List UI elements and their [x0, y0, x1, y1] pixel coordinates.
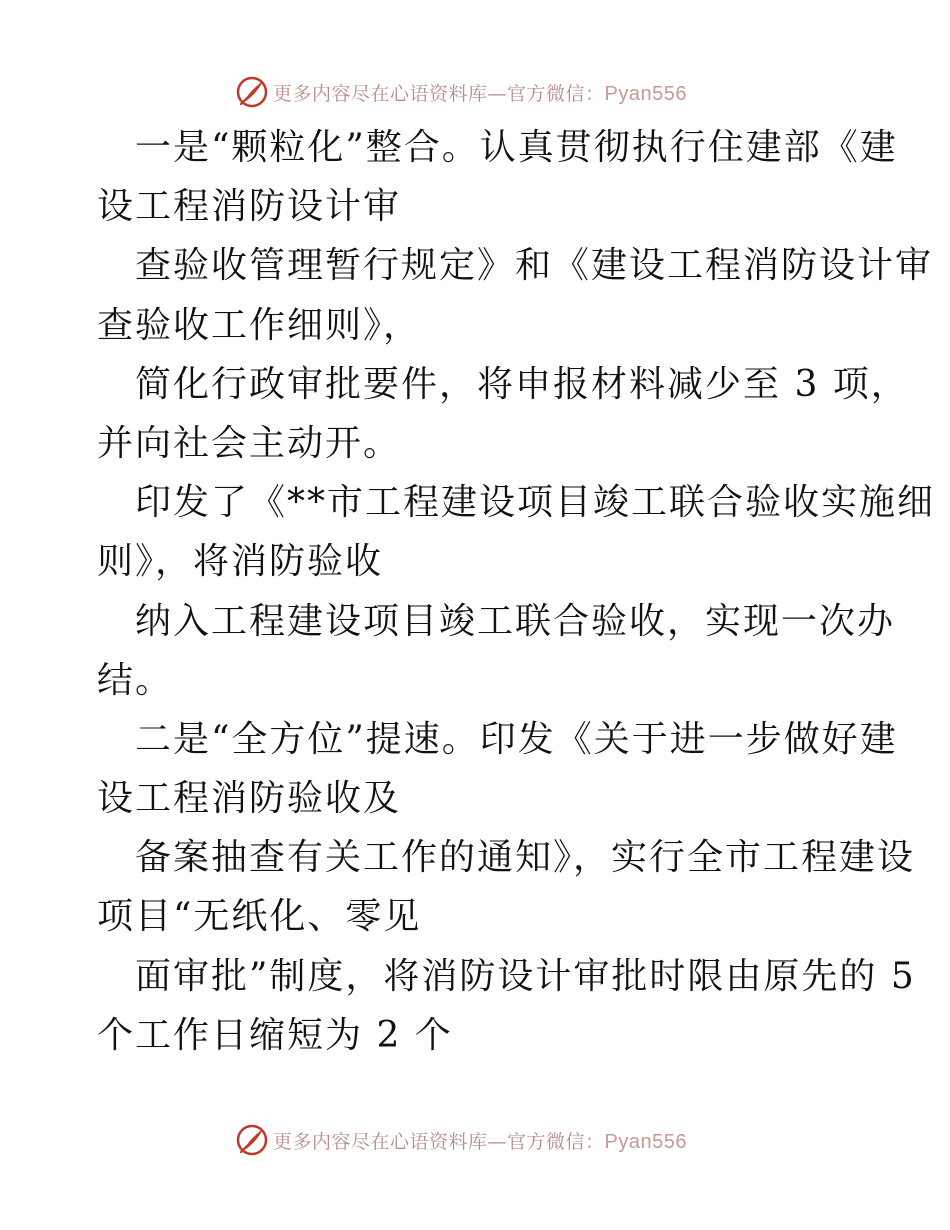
watermark-wechat-id: Pyan556 [604, 1130, 687, 1153]
feather-pen-logo-icon [235, 1123, 269, 1157]
body-line: 纳入工程建设项目竣工联合验收，实现一次办 [135, 600, 896, 642]
body-line: 设工程消防设计审 [97, 186, 402, 228]
document-body [97, 118, 936, 1065]
body-line: 查验收管理暂行规定》和《建设工程消防设计审 [135, 245, 934, 287]
watermark-label: 更多内容尽在心语资料库—官方微信： [273, 82, 605, 105]
body-line: 个工作日缩短为 2 个 [97, 1014, 453, 1056]
body-line: 结。 [97, 659, 174, 701]
footer-watermark [235, 1120, 715, 1160]
watermark-text [273, 1127, 687, 1154]
body-line: 查验收工作细则》， [97, 304, 422, 346]
body-line: 则》，将消防验收 [97, 541, 384, 583]
body-line: 设工程消防验收及 [97, 778, 402, 820]
body-line: 备案抽查有关工作的通知》，实行全市工程建设 [135, 837, 916, 879]
body-line: 一是“颗粒化”整合。认真贯彻执行住建部《建 [135, 127, 898, 168]
feather-pen-logo-icon [235, 75, 269, 109]
body-line: 二是“全方位”提速。印发《关于进一步做好建 [135, 718, 898, 760]
watermark-wechat-id: Pyan556 [604, 82, 687, 105]
body-line: 项目“无纸化、零见 [97, 896, 422, 938]
body-line: 并向社会主动开。 [97, 422, 402, 464]
watermark-label: 更多内容尽在心语资料库—官方微信： [273, 1130, 605, 1153]
body-line: 简化行政审批要件，将申报材料减少至 3 项， [135, 363, 909, 405]
body-line: 印发了《**市工程建设项目竣工联合验收实施细 [135, 482, 936, 524]
header-watermark [235, 72, 715, 112]
body-line: 面审批”制度，将消防设计审批时限由原先的 5 [135, 955, 916, 997]
watermark-text [273, 79, 687, 106]
